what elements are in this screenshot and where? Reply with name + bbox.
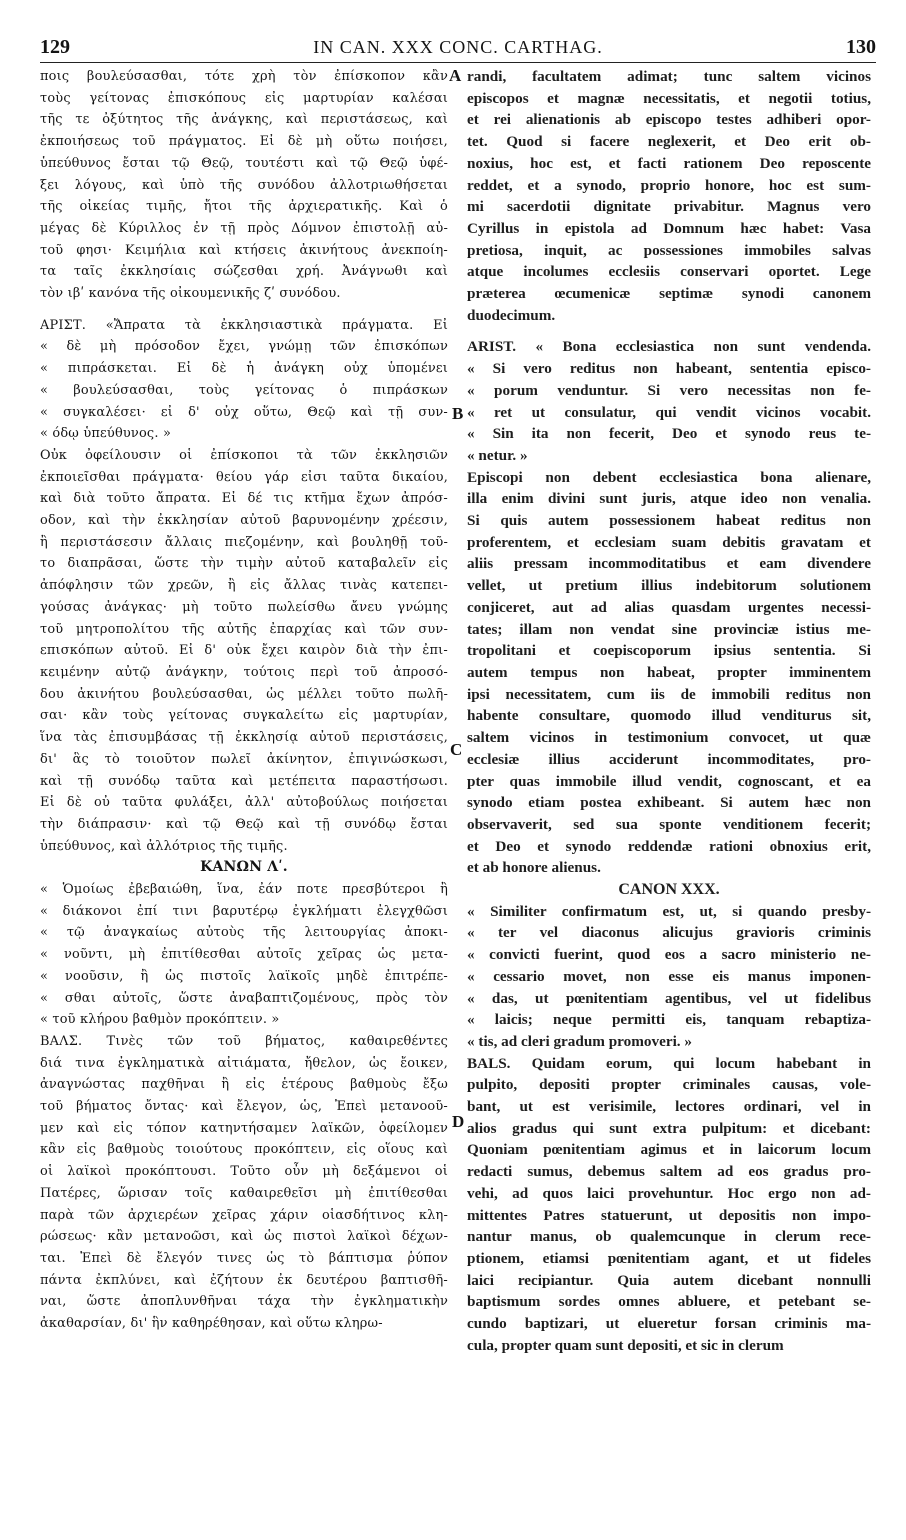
text-line: pter quas immobile illud vendit, cognoscant, et ea: [467, 772, 871, 790]
greek-balsamon-commentary: [40, 1031, 448, 1335]
text-line: μέγας δὲ Κύριλλος ἐν τῇ πρὸς Δόμνον ἐπιστολῇ αὐ-: [40, 220, 448, 236]
text-line: ΒΑΛΣ. Τινὲς τῶν τοῦ βήματος, καθαιρεθέντες: [40, 1033, 448, 1049]
text-line: γούσας ἀνάγκας· μὴ τοῦτο πωλείσθω ἄνευ γνώμης: [40, 599, 448, 615]
text-line: κειμένην αὐτῷ ἀνάγκην, τούτοις περὶ τοῦ ἀπροσό-: [40, 664, 448, 680]
text-line: παρὰ τῶν ἀρχιερέων χεῖρας χάριν οἱασδήτινος κλη-: [40, 1207, 448, 1223]
text-line: ἀκαθαρσίαν, δι' ἣν καθηρέθησαν, καὶ οὕτω κληρω-: [40, 1316, 383, 1332]
text-line: « das, ut pœnitentiam agentibus, vel ut fidelibus: [467, 989, 871, 1007]
greek-paragraph-1: [40, 66, 448, 305]
text-line: autem tempus non habeat, propter imminentem: [467, 663, 871, 681]
greek-aristenus-summary: [40, 315, 448, 445]
text-line: ἀπόφλησιν τῶν χρεῶν, ἢ εἰς ἄλλας τινὰς κατεπει-: [40, 578, 448, 594]
text-line: laici recipiantur. Quia autem dicebant nonnulli: [467, 1271, 871, 1289]
text-line: « διάκονοι ἐπί τινι βαρυτέρῳ ἐγκλήματι ἐλεγχθῶσι: [40, 903, 448, 919]
text-line: ξει λόγους, καὶ ὑπὸ τῆς συνόδου ἀλλοτριωθήσεται: [40, 177, 448, 193]
text-line: ποις βουλεύσασθαι, τότε χρὴ τὸν ἐπίσκοπον κἂν: [40, 69, 448, 84]
text-line: « ter vel diaconus alicujus gravioris criminis: [467, 924, 871, 942]
text-line: « laicis; neque permitti eis, tanquam rebaptiza-: [467, 1011, 871, 1029]
text-line: κἂν εἰς βαθμοὺς τοιούτους προκόπτειν, εἰς οἵους καὶ: [40, 1142, 448, 1158]
margin-mark-b: B: [452, 404, 464, 423]
text-line: pretiosa, inquit, ac possessiones immobiles salvas: [467, 241, 871, 259]
text-line: nantur manus, ob qualemcunque in clerum rece-: [467, 1228, 871, 1246]
text-line: « βουλεύσασθαι, τοὺς γείτονας ὁ πιπράσκων: [40, 382, 448, 398]
text-line: et Deo et synodo reddendæ rationi obnoxius erit,: [467, 837, 871, 855]
text-line: Πατέρες, ὥρισαν τοῖς καθαιρεθεῖσι μὴ ἐπιτίθεσθαι: [40, 1185, 448, 1201]
text-line: ecclesiæ illius acciderunt incommoditates, pro-: [467, 750, 871, 768]
text-line: mi sacerdotii dignitate privabitur. Magnus vero: [467, 198, 871, 216]
text-line: BALS. Quidam eorum, qui locum habebant in: [467, 1054, 871, 1072]
text-line: ναι, ὥστε ἀποπλυνθῆναι τάχα τὴν ἐγκληματικὴν: [40, 1294, 448, 1310]
text-line: ἵνα τὰς ἐπισυμβάσας τῇ ἐκκλησίᾳ αὐτοῦ περιστάσεις,: [40, 730, 448, 746]
text-line: επισκόπων αὐτοῦ. Εἰ δ' οὐκ ἔχει καιρὸν διὰ τὴν ἐπι-: [40, 643, 448, 659]
text-line: vellet, ut pretium illius indebitorum solutionem: [467, 577, 871, 595]
text-line: ΑΡΙΣΤ. «Ἄπρατα τὰ ἐκκλησιαστικὰ πράγματα. Εἰ: [40, 317, 448, 333]
text-line: duodecimum.: [467, 306, 556, 324]
text-line: μεν καὶ εἰς τόπον κατηντήσαμεν λαϊκῶν, ὀφείλομεν: [40, 1120, 448, 1136]
text-line: « netur. »: [467, 446, 528, 464]
text-line: σαι· κἂν τοὺς γείτονας συγκαλείτω εἰς μαρτυρίαν,: [40, 708, 448, 724]
text-line: ptionem, etiamsi pœnitentiam agant, et ut fideles: [467, 1249, 871, 1267]
text-line: « ret ut consulatur, qui vendit vicinos vocabit.: [467, 403, 871, 421]
text-line: ρώσεως· κἂν μετανοῶσι, καὶ ὡς πιστοὶ λαϊκοὶ δέχων-: [40, 1229, 448, 1245]
text-line: « συγκαλέσει· εἰ δ' οὐχ οὕτω, Θεῷ καὶ τῇ συν-: [40, 404, 448, 420]
latin-canon-text: [467, 901, 871, 1053]
text-line: randi, facultatem adimat; tunc saltem vicinos: [467, 68, 871, 85]
text-line: Si quis autem possessionem habeat reditus non: [467, 512, 871, 530]
text-line: illa enim divini sunt juris, atque ideo non venalia.: [467, 490, 871, 508]
text-line: « porum venduntur. Si vero necessitas non fe-: [467, 381, 871, 399]
text-line: « Ὁμοίως ἐβεβαιώθη, ἵνα, ἐάν ποτε πρεσβύτεροι ἢ: [40, 882, 448, 898]
text-line: δου ἀκινήτου βουλεύσασθαι, ὡς μέλλει τοῦτο πωλῆ-: [40, 686, 448, 702]
text-line: τοῦ φησι· Κειμήλια καὶ κτήσεις ἀκινήτους ἀνεκποίη-: [40, 242, 448, 258]
text-line: ἢ περιστάσεσιν ἄλλαις πιεζομένην, καὶ βουληθῇ τοῦ-: [40, 534, 448, 550]
text-line: pulpito, depositi propter criminales causas, vole-: [467, 1076, 871, 1094]
text-line: cula, propter quam sunt depositi, et sic in clerum: [467, 1336, 784, 1354]
text-line: reddet, et a synodo, proprio honore, hoc est sum-: [467, 176, 871, 194]
text-line: οδον, καὶ τὴν ἐκκλησίαν αὐτοῦ βαρυνομένην χρέεσιν,: [40, 513, 448, 529]
text-line: bant, ut est verisimile, lectores ordinari, vel in: [467, 1098, 871, 1116]
text-line: τοῦ βήματος ὄντας· καὶ ἔλεγον, ὡς, Ἐπεὶ μετανοοῦ-: [40, 1099, 448, 1115]
latin-balsamon-commentary: [467, 1053, 871, 1357]
text-line: et ab honore alienus.: [467, 859, 601, 877]
text-line: proferentem, et ecclesiam suam debitis gravatam et: [467, 533, 871, 551]
text-line: « νοοῦσιν, ἢ ὡς πιστοῖς λαϊκοῖς μηδὲ ἐπιτρέπε-: [40, 968, 448, 984]
text-line: « τῷ ἀναγκαίως αὐτοὺς τῆς λειτουργίας ἀποκι-: [40, 925, 448, 941]
text-line: Cyrillus in epistola ad Domnum hæc habet: Vasa: [467, 219, 871, 237]
text-line: et rei alienationis ab episcopo testes adhiberi opor-: [467, 111, 871, 129]
text-line: ἐκποιεῖσθαι πράγματα· θείου γάρ εἰσι ταῦτα δικαίου,: [40, 469, 448, 485]
page-number-right: 130: [846, 36, 876, 58]
text-line: tates; illam non vendat sine provinciæ istius me-: [467, 620, 871, 638]
text-line: τὸν ιβʹ κανόνα τῆς οἰκουμενικῆς ζʹ συνόδου.: [40, 286, 341, 302]
text-line: πάντα ἐκπλύνει, καὶ ἐζήτουν ἐκ δευτέρου βαπτισθῆ-: [40, 1272, 448, 1288]
text-line: « δὲ μὴ πρόσοδον ἔχει, γνώμῃ τῶν ἐπισκόπων: [40, 339, 448, 355]
text-line: observaverit, sed sua sponte venditionem fecerit;: [467, 815, 871, 833]
text-line: « σθαι αὐτοῖς, ὥστε ἀναβαπτιζομένους, πρὸς τὸν: [40, 990, 448, 1006]
text-line: noxius, hoc est, et facti rationem Deo reposcente: [467, 154, 871, 172]
text-line: ἐκποιήσεως τοῦ πράγματος. Εἰ δὲ μὴ οὕτω ποιήσει,: [40, 134, 448, 150]
text-line: τοὺς γείτονας ἐπισκόπους εἰς μαρτυρίαν καλέσαι: [40, 90, 448, 106]
text-line: cundo baptizari, ut elueretur forsan criminis ma-: [467, 1315, 871, 1333]
text-line: « τοῦ κλήρου βαθμὸν προκόπτειν. »: [40, 1012, 280, 1028]
text-line: aliis pressam incommoditatibus et eam divendere: [467, 555, 871, 573]
text-line: tropolitani et coepiscoporum ipsius sententia. Si: [467, 642, 871, 660]
text-line: synodo etiam postea exhibeant. Si autem hæc non: [467, 794, 871, 812]
text-line: οἱ λαϊκοὶ προκόπτουσι. Τοῦτο οὖν μὴ δεξάμενοι οἱ: [40, 1164, 448, 1180]
text-line: conjiceret, aut ad alias quasdam urgentes necessi-: [467, 598, 871, 616]
text-line: « όδῳ ὑπεύθυνος. »: [40, 426, 172, 442]
greek-commentary: [40, 445, 448, 857]
text-line: Οὐκ ὀφείλουσιν οἱ ἐπίσκοποι τὰ τῶν ἐκκλησιῶν: [40, 447, 448, 463]
text-line: habente consultare, quomodo illud venditurus sit,: [467, 707, 871, 725]
text-line: καὶ διὰ τοῦτο ἄπρατα. Εἰ δέ τις κτῆμα ἔχων ἀπρόσ-: [40, 491, 448, 507]
text-line: ipsi necessitatem, cum iis de immobili reditus non: [467, 685, 871, 703]
text-line: τῆς οἰκείας τιμῆς, ἤτοι τῆς ἀρχιερατικῆς. Καὶ ὁ: [40, 199, 448, 215]
text-line: « Si vero reditus non habeant, sententia episco-: [467, 360, 871, 378]
text-line: vehi, ad quos laici provehuntur. Hoc ergo non ad-: [467, 1184, 871, 1202]
text-line: baptismum sordes omnes abluere, et petebant se-: [467, 1293, 871, 1311]
text-line: saltem vicinos in testimonium convocet, ut quæ: [467, 729, 871, 747]
text-line: « cessario movet, non esse eis manus imponen-: [467, 967, 871, 985]
text-line: « πιπράσκεται. Εἰ δὲ ἡ ἀνάγκη οὐχ ὑπομένει: [40, 361, 448, 377]
text-line: tet. Quod si facere neglexerit, et Deo erit ob-: [467, 133, 871, 151]
text-line: « tis, ad cleri gradum promoveri. »: [467, 1032, 692, 1050]
margin-mark-c: C: [450, 740, 463, 759]
text-line: τὴν διάπρασιν· καὶ τῷ Θεῷ καὶ τῇ συνόδῳ ἔσται: [40, 816, 448, 832]
latin-canon-heading: CANON XXX.: [618, 881, 720, 899]
latin-column: [467, 66, 871, 1356]
running-header: [40, 36, 876, 63]
text-line: atque incolumes ecclesiis conservari oportet. Lege: [467, 263, 871, 281]
text-line: τῆς τε ὀξύτητος τῆς ἀνάγκης, καὶ περιστάσεως, καὶ: [40, 112, 448, 128]
latin-commentary: [467, 467, 871, 879]
text-line: τοῦ μητροπολίτου τῆς αὐτῆς ἐπαρχίας καὶ τῶν συν-: [40, 621, 448, 637]
text-line: mittentes Patres statuerunt, ut depositis non impo-: [467, 1206, 871, 1224]
latin-paragraph-1: [467, 66, 871, 326]
text-line: « νοῦντι, μὴ ἐπιτίθεσθαι αὐτοῖς χεῖρας ὡς μετα-: [40, 947, 448, 963]
margin-mark-d: D: [452, 1112, 465, 1131]
text-line: ὑπεύθυνος, καὶ ἀλλότριος τῆς τιμῆς.: [40, 838, 288, 854]
text-line: alios gradus qui sunt extra pulpitum: et dicebant:: [467, 1119, 871, 1137]
text-line: « Sin ita non fecerit, Deo et synodo reus te-: [467, 425, 871, 443]
text-line: redacti sumus, debemus saltem ad eos gradus pro-: [467, 1163, 871, 1181]
text-line: το διαπρᾶσαι, ὥστε τὴν τιμὴν αὐτοῦ καταβαλεῖν εἰς: [40, 556, 448, 572]
text-line: ARIST. « Bona ecclesiastica non sunt vendenda.: [467, 338, 871, 356]
text-line: præterea œcumenicæ septimæ synodi canonem: [467, 285, 871, 303]
text-line: « convicti fuerint, quod eos a sacro ministerio ne-: [467, 946, 871, 964]
greek-column: [40, 66, 448, 1335]
margin-mark-a: A: [449, 66, 462, 85]
text-line: ἀναγνώστας παχθῆναι ἢ εἰς ἑτέρους βαθμοὺς ἔξω: [40, 1077, 448, 1093]
text-line: τα ταῖς ἐκκλησίαις σώζεσθαι χρή. Ἀνάγνωθι καὶ: [40, 264, 448, 280]
text-line: « Similiter confirmatum est, ut, si quando presby-: [467, 902, 871, 920]
text-line: ὑπεύθυνος ἔσται τῷ Θεῷ, τουτέστι καὶ τῷ Θεῷ ὑφέ-: [40, 155, 448, 171]
text-line: δι' ἃς τὸ τοιοῦτον πωλεῖ ἀκίνητον, ἐπιγινώσκωσι,: [40, 751, 448, 767]
page-number-left: 129: [40, 36, 70, 58]
text-line: Quoniam pœnitentiam agimus et in laicorum locum: [467, 1141, 871, 1159]
greek-canon-text: [40, 879, 448, 1031]
text-line: Εἰ δὲ οὐ ταῦτα φυλάξει, ἀλλ' αὐτοβούλως ποιήσεται: [40, 795, 448, 811]
text-line: διά τινα ἐγκληματικὰ αἰτιάματα, ἤθελον, ὡς ἔοικεν,: [40, 1055, 448, 1071]
text-line: καὶ τῇ συνόδῳ ταῦτα καὶ μετέπειτα παραστήσωσι.: [40, 773, 448, 789]
text-line: Episcopi non debent ecclesiastica bona alienare,: [467, 468, 871, 486]
greek-canon-heading: ΚΑΝΩΝ Λʹ.: [200, 859, 288, 876]
running-title: IN CAN. XXX CONC. CARTHAG.: [313, 37, 603, 57]
text-line: ται. Ἐπεὶ δὲ ἔλεγόν τινες ὡς τὸ βάπτισμα ῥύπον: [40, 1250, 448, 1266]
latin-aristenus-summary: [467, 336, 871, 466]
text-line: episcopos et magnæ necessitatis, et negotii totius,: [467, 89, 871, 107]
